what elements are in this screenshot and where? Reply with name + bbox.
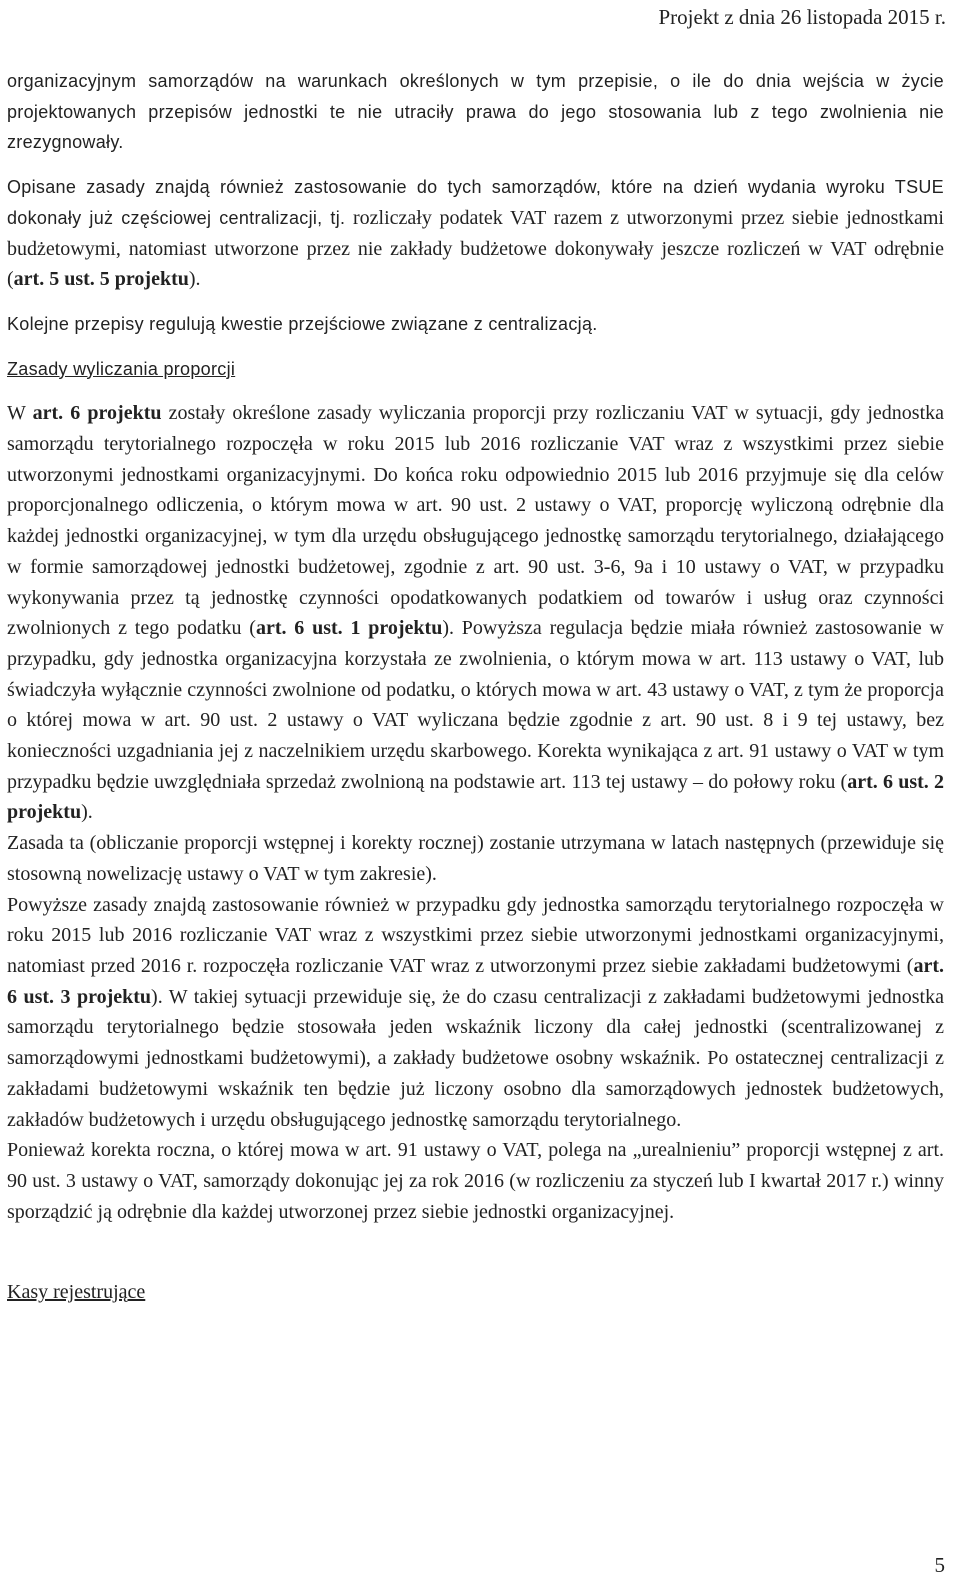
document-body: [7, 66, 944, 1308]
article-reference: art. 6 ust. 1 projektu: [255, 617, 443, 640]
paragraph-text: ). Powyższa regulacja będzie miała również zastosowanie w przypadku, gdy jednostka organizacyjna korzystała ze zwolnienia, o którym mowa w art. 113 ustawy o VAT, lub świadczyła wyłącznie czynności zwolnione od podatku, o których mowa w art. 43 ustawy o VAT, z tym że proporcja o której mowa w art. 90 ust. 2 ustawy o VAT wyliczana będzie zgodnie z art. 90 ust. 8 i 9 tej ustawy, bez konieczności uzgadniania jej z naczelnikiem urzędu skarbowego. Korekta wynikająca z art. 91 ustawy o VAT w tym przypadku będzie uwzględniała sprzedaż zwolnioną na podstawie art. 113 tej ustawy – do połowy roku (: [7, 617, 944, 793]
paragraph-text: zostały określone zasady wyliczania proporcji przy rozliczaniu VAT w sytuacji, gdy jednostka samorządu terytorialnego rozpoczęła w roku 2015 lub 2016 rozliczanie VAT wraz z wszystkimi przez siebie utworzonymi jednostkami organizacyjnymi. Do końca roku odpowiednio 2015 lub 2016 przyjmuje się dla celów proporcjonalnego odliczenia, o którym mowa w art. 90 ust. 2 ustawy o VAT, proporcję wyliczoną odrębnie dla każdej jednostki organizacyjnej, w tym dla urzędu obsługującego jednostkę samorządu terytorialnego, działającego w formie samorządowej jednostki budżetowej, zgodnie z art. 90 ust. 3-6, 9a i 10 ustawy o VAT, w przypadku wykonywania przez tą jednostkę czynności opodatkowanych podatkiem od towarów i usług oraz czynności zwolnionych z tego podatku (: [7, 402, 945, 640]
article-reference: art. 6 ust. 3 projektu: [7, 954, 944, 1008]
paragraph-continuation: organizacyjnym samorządów na warunkach określonych w tym przepisie, o ile do dnia wejścia w życie projektowanych przepisów jednostki te nie utraciły prawa do jego stosowania lub z tego zwolnienia nie zrezygnowały.: [7, 71, 944, 153]
paragraph-following-years: Zasada ta (obliczanie proporcji wstępnej i korekty rocznej) zostanie utrzymana w latach następnych (przewiduje się stosowną nowelizację ustawy o VAT w tym zakresie).: [7, 832, 944, 885]
paragraph-partial-centralization: [7, 172, 944, 295]
page-number: 5: [934, 1553, 945, 1577]
paragraph-transitional-provisions: Kolejne przepisy regulują kwestie przejściowe związane z centralizacją.: [7, 313, 598, 334]
section-heading-proportion-rules[interactable]: Zasady wyliczania proporcji: [7, 358, 236, 379]
paragraph-annual-correction: Ponieważ korekta roczna, o której mowa w art. 91 ustawy o VAT, polega na „urealnieniu” proporcji wstępnej z art. 90 ust. 3 ustawy o VAT, samorządy dokonując jej za rok 2016 (w rozliczeniu za styczeń lub I kwartał 2017 r.) winny sporządzić ją odrębnie dla każdej utworzonej przez siebie jednostki organizacyjnej.: [7, 1139, 944, 1223]
paragraph-proportion-rules: [7, 398, 944, 828]
paragraph-text-end: ).: [188, 268, 201, 291]
article-reference: art. 5 ust. 5 projektu: [13, 268, 189, 291]
paragraph-text: Powyższe zasady znajdą zastosowanie również w przypadku gdy jednostka samorządu terytorialnego rozpoczęła w roku 2015 lub 2016 rozliczanie VAT wraz z wszystkimi przez siebie utworzonymi jednostkami organizacyjnymi, natomiast przed 2016 r. rozpoczęła rozliczanie VAT wraz z utworzonymi przez siebie zakładami budżetowymi (: [7, 893, 944, 977]
paragraph-text-sans: Opisane zasady znajdą również zastosowanie do tych samorządów, które na dzień wydania wyroku TSUE dokonały już częściowej centralizacji, tj.: [7, 177, 944, 228]
article-reference: art. 6 projektu: [32, 402, 162, 425]
page-header: Projekt z dnia 26 listopada 2015 r.: [658, 5, 946, 29]
paragraph-text-end: ).: [81, 801, 93, 824]
paragraph-also-applies: [7, 890, 944, 1136]
paragraph-text: rozliczały podatek VAT razem z utworzonymi przez siebie jednostkami budżetowymi, natomiast utworzone przez nie zakłady budżetowe dokonywały jeszcze rozliczeń w VAT odrębnie (: [7, 206, 944, 291]
paragraph-text: W: [7, 402, 33, 425]
article-reference: art. 6 ust. 2 projektu: [7, 770, 944, 824]
section-heading-cash-registers[interactable]: Kasy rejestrujące: [7, 1281, 146, 1304]
paragraph-text: ). W takiej sytuacji przewiduje się, że do czasu centralizacji z zakładami budżetowymi jednostka samorządu terytorialnego będzie stosowała jeden wskaźnik liczony dla całej jednostki (scentralizowanej z samorządowymi jednostkami budżetowymi), a zakłady budżetowe osobny wskaźnik. Po ostatecznej centralizacji z zakładami budżetowymi wskaźnik ten będzie już liczony osobno dla samorządowych jednostek budżetowych, zakładów budżetowych i urzędu obsługującego jednostkę samorządu terytorialnego.: [7, 985, 944, 1131]
